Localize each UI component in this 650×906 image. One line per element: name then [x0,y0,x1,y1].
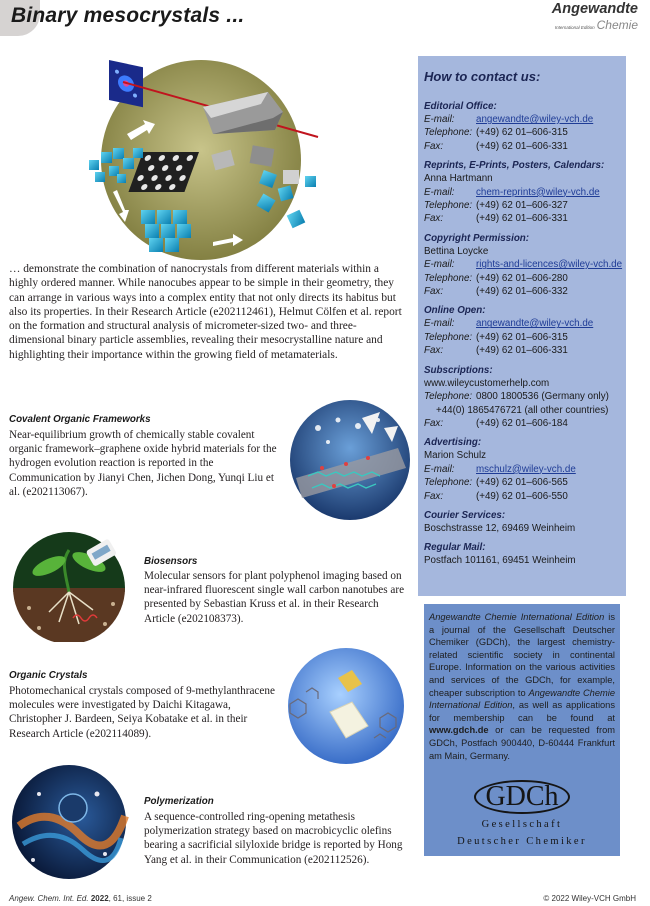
about-text-2: , as well as applications for membership can be found at [429,700,616,723]
item-body-biosensors: Molecular sensors for plant polyphenol imaging based on near-infrared fluorescent single wall carbon nanotubes are presented by Sebastian Kruss et al. in their Research Article (e202108373). [144,570,405,625]
field-key: E-mail: [424,318,455,330]
polymerization-figure [9,764,129,882]
editorial-office-section [424,100,620,153]
contact-person: Bettina Loycke [424,245,489,257]
email-link[interactable]: rights-and-licences@wiley-vch.de [476,259,623,271]
cof-figure [288,398,412,522]
footer-citation [9,894,152,903]
item-body-organic-crystals: Photomechanical crystals composed of 9-methylanthracene molecules were investigated by Daichi Kitagawa, Christopher J. Bardeen, Seiya Kobatake et al. in their Research Article (e202114089). [9,685,275,740]
email-link[interactable]: chem-reprints@wiley-vch.de [476,186,600,198]
field-key: Telephone: [424,331,473,343]
fax-value: (+49) 62 01–606-550 [476,490,568,502]
contact-sidebar [418,56,626,596]
field-key: Fax: [424,345,444,357]
mesocrystal-figure [83,52,323,262]
section-heading: Regular Mail: [424,542,486,554]
phone-value: (+49) 62 01–606-315 [476,331,568,343]
field-key: E-mail: [424,259,455,271]
email-link[interactable]: angewandte@wiley-vch.de [476,114,594,125]
item-heading-cof: Covalent Organic Frameworks [9,414,151,425]
field-key: Telephone: [424,477,473,489]
regular-mail-section [424,541,620,567]
lead-paragraph: … demonstrate the combination of nanocrystals from different materials within a highly ordered manner. While nanocubes appear to be simple in their geometry, they can arrange in various ways into a complex entity that not only directs its habitus but also its properties. In their Research Article (e202112461), Helmut Cölfen et al. report on the formation and structural analysis of micrometer-sized two- and three-dimensional binary particle assemblies, revealing their mesocrystalline nature and highlighting their importance within the growing field of metamaterials. [9,263,402,361]
gdch-logo-block [424,780,620,848]
fax-value: (+49) 62 01–606-331 [476,345,568,357]
email-link[interactable]: angewandte@wiley-vch.de [476,318,594,330]
fax-value: (+49) 62 01–606-184 [476,417,568,429]
society-line-2: Deutscher Chemiker [457,836,587,847]
contact-person: Marion Schulz [424,450,487,462]
gdch-logo: GDCh [474,780,569,814]
advertising-section [424,436,620,503]
field-key: Telephone: [424,272,473,284]
field-key: Telephone: [424,391,473,403]
fax-value: (+49) 62 01–606-331 [476,140,568,152]
section-heading: Copyright Permission: [424,232,530,244]
item-heading-organic-crystals: Organic Crystals [9,670,88,681]
section-heading: Reprints, E-Prints, Posters, Calendars: [424,160,605,172]
fax-value: (+49) 62 01–606-332 [476,286,568,298]
about-text-1: is a journal of the Gesellschaft Deutscher Chemiker (GDCh), the largest chemistry-related scientific society in continental Europe. Information on the various activities and services of the GDCh, for example, cheaper subscription to [429,612,615,698]
phone-value: (+49) 62 01–606-327 [476,200,568,212]
item-heading-biosensors: Biosensors [144,556,198,567]
website-value: www.wileycustomerhelp.com [424,377,550,389]
contact-title: How to contact us: [424,69,541,84]
email-link[interactable]: mschulz@wiley-vch.de [476,463,576,475]
field-key: Fax: [424,417,444,429]
field-key: Fax: [424,286,444,298]
section-heading: Courier Services: [424,509,506,521]
contact-person: Anna Hartmann [424,173,493,185]
logo-chemie-text: Chemie [596,17,638,32]
organic-crystal-figure [282,644,406,768]
subscriptions-section [424,364,620,431]
item-body-polymerization: A sequence-controlled ring-opening metathesis polymerization strategy based on macrobicyclic olefins bearing a sacrificial silyloxide bridge is reported by Hong Yang et al. in their Communication (e202112526). [144,811,403,866]
phone-value: 0800 1800536 (Germany only) [476,391,609,403]
online-open-section [424,304,620,357]
phone-value: (+49) 62 01–606-565 [476,477,568,489]
address-value: Boschstrasse 12, 69469 Weinheim [424,522,576,534]
field-key: Fax: [424,140,444,152]
gdch-info-box [424,604,620,856]
footer-year: 2022 [90,894,109,903]
section-heading: Advertising: [424,437,482,449]
courier-section [424,509,620,535]
about-text-3: or can be requested from GDCh, Postfach 900440, D-60444 Frankfurt am Main, Germany. [429,725,615,761]
fax-value: (+49) 62 01–606-331 [476,213,568,225]
section-heading: Online Open: [424,305,486,317]
field-key: Fax: [424,490,444,502]
field-key: E-mail: [424,114,455,125]
field-key: Telephone: [424,127,473,139]
biosensor-figure [9,532,129,642]
phone-value-intl: +44(0) 1865476721 (all other countries) [436,404,609,416]
footer-volume: , 61, issue 2 [108,894,152,903]
journal-name: Angewandte Chemie International Edition [429,612,605,622]
logo-sub-text: International Edition [554,24,595,30]
phone-value: (+49) 62 01–606-280 [476,272,568,284]
logo-main-text: Angewandte [551,1,638,17]
section-heading: Subscriptions: [424,364,493,376]
field-key: Telephone: [424,200,473,212]
journal-logo [552,2,638,33]
gdch-url[interactable]: www.gdch.de [429,725,489,736]
copyright-section [424,232,623,299]
footer-journal: Angew. Chem. Int. Ed. [9,894,89,903]
reprints-section [424,159,620,226]
address-value: Postfach 101161, 69451 Weinheim [424,555,576,567]
item-heading-polymerization: Polymerization [144,796,214,807]
field-key: E-mail: [424,186,455,198]
field-key: Fax: [424,213,444,225]
page-title: Binary mesocrystals ... [11,4,245,27]
field-key: E-mail: [424,463,455,475]
item-body-cof: Near-equilibrium growth of chemically stable covalent organic framework–graphene oxide hybrid materials for the hydrogen evolution reaction is reported in the Communication by Jianyi Chen, Jichen Dong, Yunqi Liu et al. (e202113067). [9,429,277,498]
footer-copyright: © 2022 Wiley-VCH GmbH [543,894,636,903]
society-line-1: Gesellschaft [481,819,563,830]
section-heading: Editorial Office: [424,101,497,112]
journal-name-2: Angewandte Chemie International Edition [429,687,615,711]
phone-value: (+49) 62 01–606-315 [476,127,568,139]
